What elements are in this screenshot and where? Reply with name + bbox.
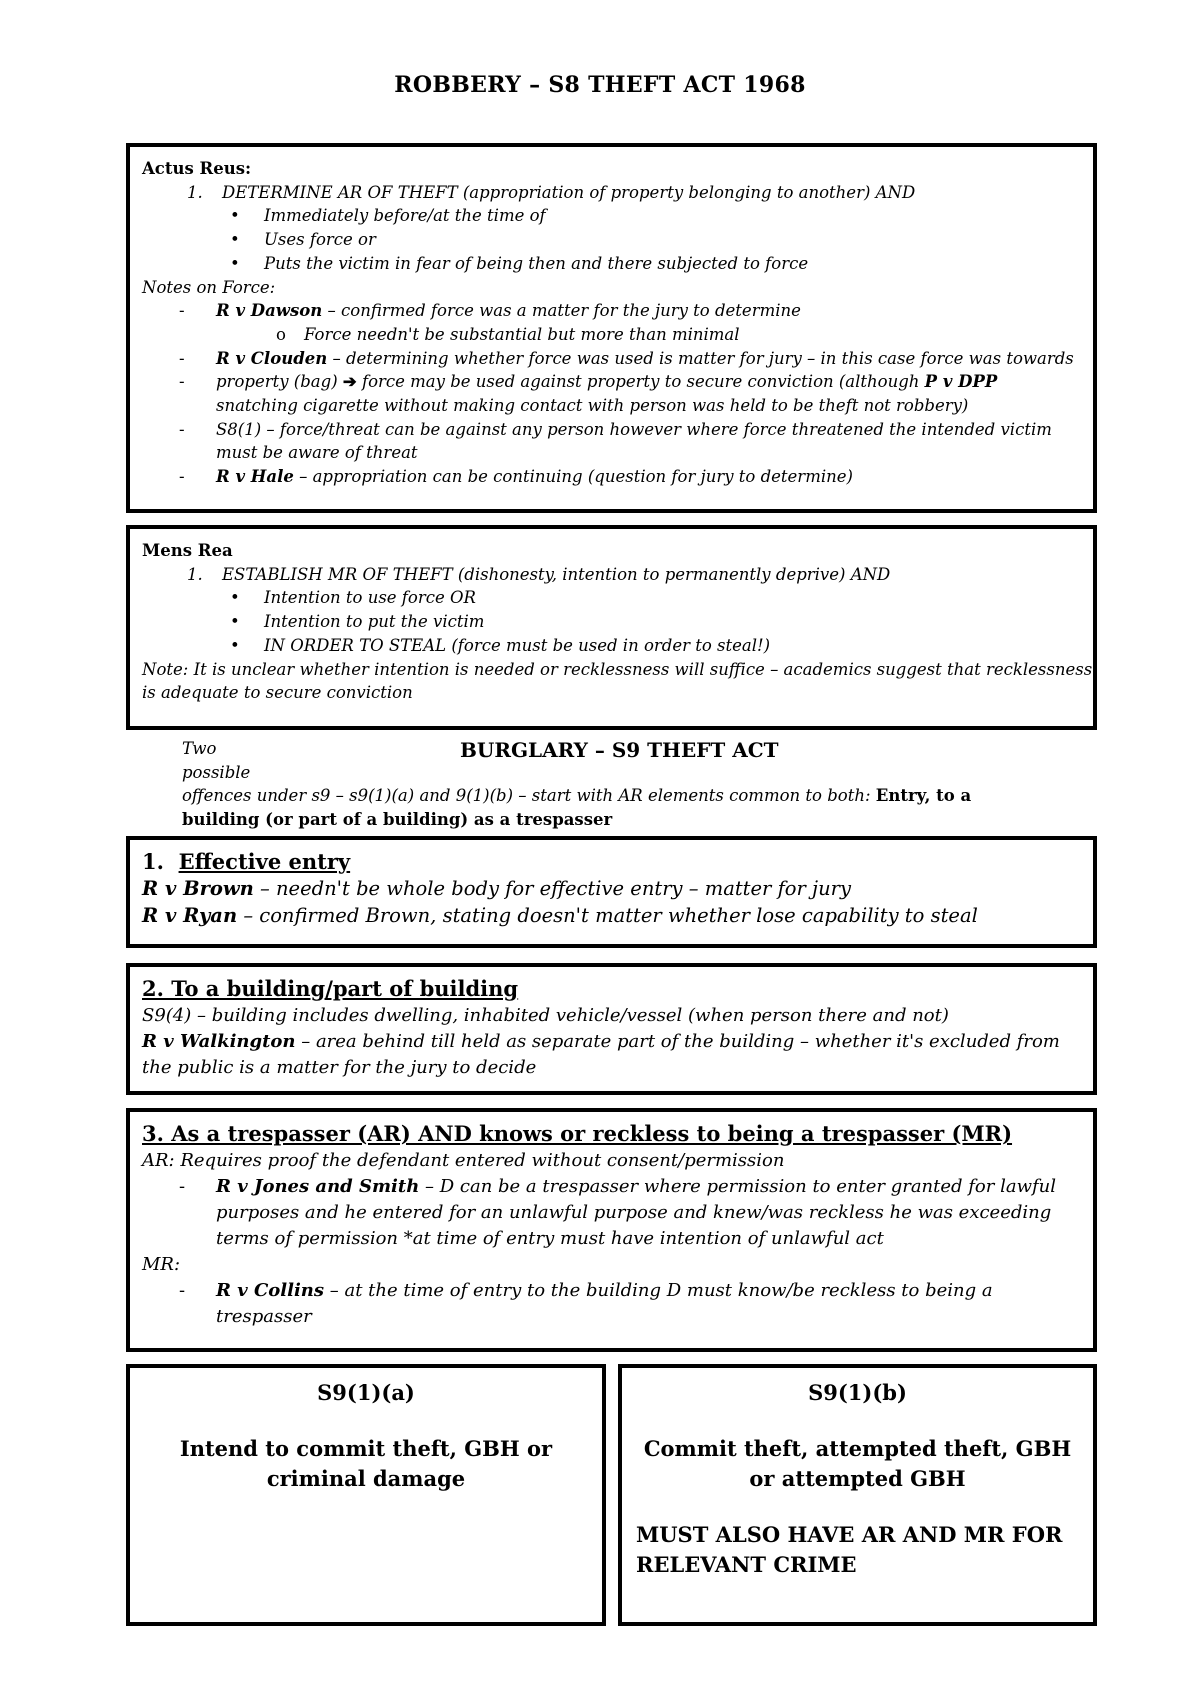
case-text: – at the time of entry to the building D must know/be reckless to being a bbox=[324, 1280, 993, 1301]
intro-line bbox=[182, 784, 1082, 808]
intro-text: offences under s9 – s9(1)(a) and 9(1)(b) – start with AR elements common to both: bbox=[182, 786, 876, 805]
burglary-title: BURGLARY – S9 THEFT ACT bbox=[460, 738, 779, 762]
s91b-extra: MUST ALSO HAVE AR AND MR FOR RELEVANT CRIME bbox=[636, 1522, 1063, 1577]
item-number: 1. bbox=[187, 564, 203, 584]
building-box bbox=[126, 963, 1097, 1095]
mens-rea-heading: Mens Rea bbox=[142, 541, 233, 560]
clouden-note-cont bbox=[216, 370, 1081, 394]
case-name: R v Dawson bbox=[216, 301, 323, 321]
case-name: R v Clouden bbox=[216, 348, 328, 368]
note-text: force may be used against property to secure conviction (although bbox=[356, 372, 925, 392]
hale-note bbox=[216, 465, 1081, 489]
jones-line bbox=[216, 1174, 1081, 1200]
actus-reus-bullet: • Uses force or bbox=[264, 228, 1081, 252]
note-text: – confirmed force was a matter for the jury to determine bbox=[322, 301, 801, 321]
ryan-case-line bbox=[142, 903, 1081, 930]
case-name: R v Walkington bbox=[142, 1031, 296, 1052]
case-name: R v Ryan bbox=[142, 903, 238, 927]
s91b-box bbox=[618, 1364, 1097, 1626]
notes-on-force-heading: Notes on Force: bbox=[142, 277, 276, 297]
clouden-note-cont: snatching cigarette without making contact with person was held to be theft not robbery) bbox=[216, 396, 969, 416]
effective-entry-box bbox=[126, 836, 1097, 948]
actus-reus-item-1 bbox=[187, 181, 1081, 205]
case-name: R v Collins bbox=[216, 1280, 325, 1301]
note-text: – determining whether force was used is matter for jury – in this case force was towards bbox=[327, 348, 1074, 368]
actus-reus-bullet: • Immediately before/at the time of bbox=[264, 204, 1081, 228]
mens-rea-note-cont: is adequate to secure conviction bbox=[142, 683, 413, 703]
dawson-subnote: o Force needn't be substantial but more than minimal bbox=[304, 323, 1081, 347]
burglary-intro bbox=[182, 737, 1082, 831]
heading-text: Effective entry bbox=[178, 849, 351, 874]
case-name: R v Jones and Smith bbox=[216, 1176, 420, 1197]
jones-line-cont: purposes and he entered for an unlawful purpose and knew/was reckless he was exceeding bbox=[216, 1202, 1052, 1223]
item-text: DETERMINE AR OF THEFT (appropriation of property belonging to another) AND bbox=[222, 182, 916, 202]
trespasser-box bbox=[126, 1108, 1097, 1352]
case-name: P v DPP bbox=[924, 372, 998, 392]
mens-rea-bullet: • IN ORDER TO STEAL (force must be used in order to steal!) bbox=[264, 634, 1081, 658]
case-text: – D can be a trespasser where permission to enter granted for lawful bbox=[419, 1176, 1057, 1197]
s91a-box bbox=[126, 1364, 606, 1626]
mr-label: MR: bbox=[142, 1254, 181, 1275]
robbery-title: ROBBERY – S8 THEFT ACT 1968 bbox=[394, 72, 806, 98]
intro-bold-line: building (or part of a building) as a trespasser bbox=[182, 809, 613, 829]
collins-line bbox=[216, 1278, 1081, 1304]
heading-number: 1. bbox=[142, 849, 164, 874]
intro-bold: Entry, to a bbox=[875, 786, 972, 805]
ar-line: AR: Requires proof the defendant entered without consent/permission bbox=[142, 1150, 785, 1171]
actus-reus-box bbox=[126, 143, 1097, 513]
mens-rea-bullet: • Intention to use force OR bbox=[264, 586, 1081, 610]
brown-case-line bbox=[142, 876, 1081, 903]
jones-line-cont: terms of permission *at time of entry must have intention of unlawful act bbox=[216, 1228, 884, 1249]
s81-note-cont: must be aware of threat bbox=[216, 443, 418, 463]
trespasser-heading: 3. As a trespasser (AR) AND knows or reckless to being a trespasser (MR) bbox=[142, 1121, 1013, 1146]
intro-word: Two bbox=[182, 739, 217, 758]
s91b-body: Commit theft, attempted theft, GBH or attempted GBH bbox=[643, 1436, 1072, 1491]
s94-line: S9(4) – building includes dwelling, inhabited vehicle/vessel (when person there and not) bbox=[142, 1005, 949, 1026]
case-name: R v Brown bbox=[142, 877, 254, 900]
actus-reus-heading: Actus Reus: bbox=[142, 159, 252, 178]
note-text: – appropriation can be continuing (question for jury to determine) bbox=[293, 467, 853, 487]
mens-rea-box bbox=[126, 525, 1097, 730]
mens-rea-bullet: • Intention to put the victim bbox=[264, 610, 1081, 634]
s81-note: - S8(1) – force/threat can be against any person however where force threatened the intended victim bbox=[216, 418, 1081, 442]
dawson-note bbox=[216, 299, 1081, 323]
arrow-icon: ➔ bbox=[342, 372, 357, 392]
mens-rea-item-1 bbox=[187, 563, 1081, 587]
s91a-title: S9(1)(a) bbox=[317, 1380, 415, 1405]
walkington-line bbox=[142, 1029, 1081, 1055]
walkington-line-cont: the public is a matter for the jury to decide bbox=[142, 1057, 537, 1078]
s91a-body: Intend to commit theft, GBH or criminal damage bbox=[179, 1436, 553, 1491]
collins-line-cont: trespasser bbox=[216, 1306, 312, 1327]
actus-reus-bullet: • Puts the victim in fear of being then and there subjected to force bbox=[264, 252, 1081, 276]
case-name: R v Hale bbox=[216, 467, 294, 487]
item-number: 1. bbox=[187, 182, 203, 202]
note-text: property (bag) bbox=[216, 372, 343, 392]
case-text: – needn't be whole body for effective entry – matter for jury bbox=[253, 877, 851, 900]
intro-word: possible bbox=[182, 762, 251, 782]
case-text: – confirmed Brown, stating doesn't matter whether lose capability to steal bbox=[237, 903, 978, 927]
mens-rea-note: Note: It is unclear whether intention is needed or recklessness will suffice – academics suggest that recklessness bbox=[142, 659, 1093, 679]
item-text: ESTABLISH MR OF THEFT (dishonesty, intention to permanently deprive) AND bbox=[222, 564, 891, 584]
effective-entry-heading bbox=[142, 848, 1081, 876]
case-text: – area behind till held as separate part of the building – whether it's excluded from bbox=[295, 1031, 1060, 1052]
clouden-note bbox=[216, 347, 1081, 371]
s91b-title: S9(1)(b) bbox=[808, 1380, 907, 1405]
building-heading: 2. To a building/part of building bbox=[142, 976, 519, 1001]
